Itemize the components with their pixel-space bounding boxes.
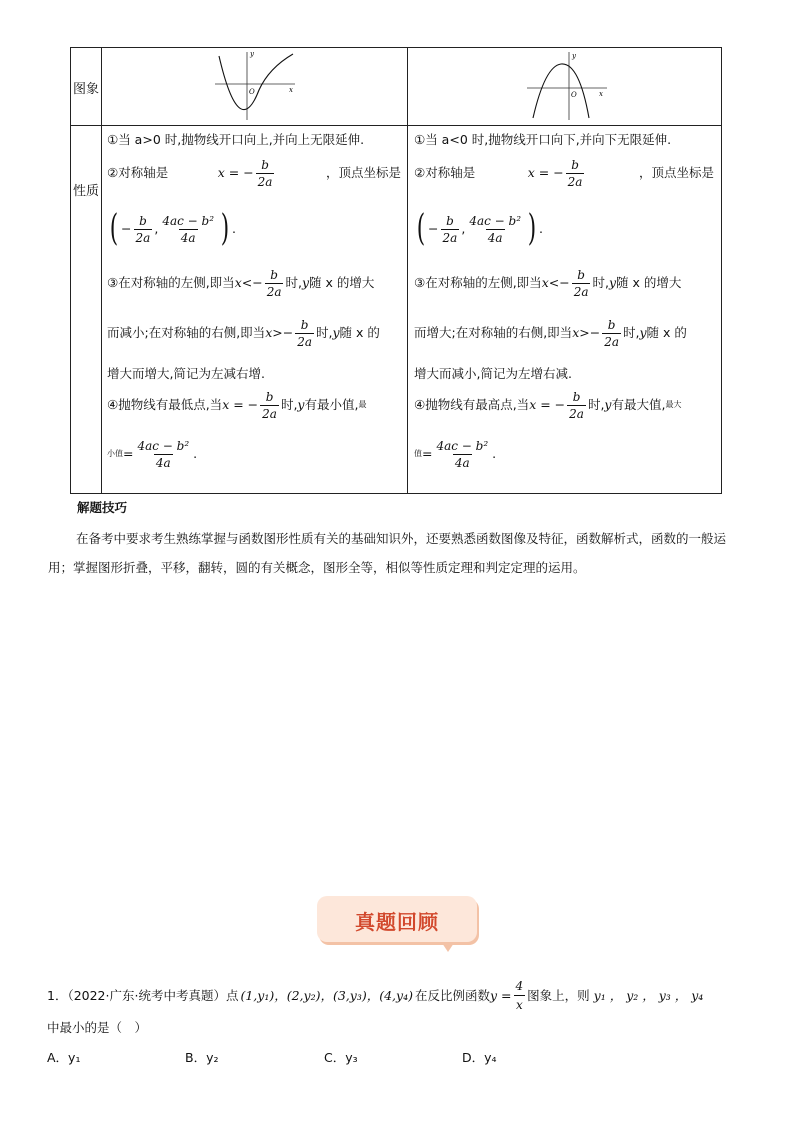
origin-label: O	[249, 88, 255, 96]
right-properties-cell	[414, 126, 714, 492]
frac-num: 4ac − b²	[436, 438, 489, 453]
parabola-down-curve	[533, 64, 589, 118]
paren-open: (	[109, 208, 119, 249]
fraction-b-2a	[134, 215, 153, 244]
comma: ,	[461, 220, 466, 236]
fraction-b-2a	[441, 215, 460, 244]
left-p2-mid: ，顶点坐标是	[325, 164, 401, 180]
right-p2-text: ②对称轴是	[414, 164, 476, 180]
formula-neg: −	[121, 220, 132, 236]
frac-den: 2a	[266, 284, 282, 299]
left-p6-sub: 最	[358, 400, 367, 409]
section-banner	[317, 896, 477, 942]
right-axis-formula	[528, 159, 587, 188]
fraction-vertex-y	[467, 215, 523, 244]
frac-den: 2a	[135, 230, 151, 245]
right-p5: 增大而减小,简记为左增右减.	[414, 366, 572, 381]
right-p6-mid: 时,	[587, 396, 605, 412]
right-p1: ①当 a<0 时,抛物线开口向下,并向下无限延伸.	[414, 132, 672, 147]
left-p4-mid: 时,	[315, 324, 333, 340]
x-axis-label: x	[599, 90, 603, 98]
right-p4	[414, 316, 687, 350]
option-b[interactable]: B．y₂	[185, 1050, 219, 1065]
parabola-down-graph	[523, 50, 613, 122]
origin-label: O	[571, 91, 577, 99]
var-y: y	[332, 324, 340, 340]
right-p2-mid: ，顶点坐标是	[638, 164, 714, 180]
fraction-b-2a	[602, 319, 621, 348]
fraction-b-2a	[567, 391, 586, 420]
fraction-vertex-y	[160, 215, 216, 244]
table-col-divider	[101, 48, 102, 493]
frac-den: 4a	[454, 455, 470, 470]
tips-paragraph: 在备考中要求考生熟练掌握与函数图形性质有关的基础知识外，还要熟悉函数图像及特征，函数解析式，函数的一般运用；掌握图形折叠，平移，翻转，圆的有关概念，图形全等，相似等性质定理和判定定理的运用。	[48, 531, 727, 575]
frac-den: 2a	[262, 406, 277, 421]
fraction-4-x	[514, 979, 526, 1012]
row-label-graph: 图象	[73, 82, 100, 97]
row-label-properties: 性质	[73, 184, 100, 199]
frac-num: b	[261, 157, 269, 172]
frac-num: 4ac − b²	[469, 213, 521, 228]
fraction-b-2a	[572, 269, 591, 298]
frac-den: 2a	[297, 334, 312, 349]
equals: =	[123, 445, 134, 461]
tips-heading: 解题技巧	[77, 500, 128, 515]
var-y: y	[297, 396, 305, 412]
frac-num: b	[139, 213, 147, 228]
question-line2: 中最小的是（ ）	[47, 1020, 148, 1035]
question-mid: 在反比例函数	[414, 988, 490, 1003]
left-axis-formula	[218, 159, 277, 188]
left-p5: 增大而增大,简记为左减右增.	[107, 366, 265, 381]
y-axis-label: y	[572, 52, 576, 60]
frac-num: 4ac − b²	[162, 213, 214, 228]
formula-x-eq: x = −	[222, 396, 259, 412]
right-p2	[414, 156, 714, 190]
fraction-b-2a	[566, 159, 585, 188]
right-p3	[414, 266, 681, 300]
right-p3-mid: 时,	[592, 274, 609, 290]
right-p3-end: 随 x 的增大	[616, 274, 682, 290]
left-p6-text: ④抛物线有最低点,当	[107, 396, 223, 412]
question-vars: y₁ ， y₂ ， y₃ ， y₄	[593, 988, 704, 1003]
func-y: y =	[490, 987, 512, 1003]
left-p4-end: 随 x 的	[339, 324, 380, 340]
paren-open: (	[416, 208, 426, 249]
frac-num: b	[571, 157, 579, 172]
x-axis-label: x	[289, 86, 293, 94]
y-axis-label: y	[250, 50, 254, 58]
left-p6-end: 有最小值,	[304, 396, 359, 412]
frac-den: 4a	[487, 230, 503, 245]
left-vertex: ( − $\frac{b}{2a}$ , $\frac{\text{4ac − b²}}{4a}$ ) .	[109, 208, 237, 249]
right-p4-text: 而增大;在对称轴的右侧,即当	[414, 324, 573, 340]
left-p7-sub: 小值	[107, 449, 123, 458]
frac-den: 4a	[180, 230, 196, 245]
frac-den: x	[514, 995, 525, 1012]
right-p4-mid: 时,	[622, 324, 640, 340]
fraction-b-2a	[265, 269, 284, 298]
formula-x-gt: x>−	[572, 324, 601, 340]
formula-x-eq: x = −	[527, 164, 564, 180]
paren-close: )	[527, 208, 537, 249]
left-p2-text: ②对称轴是	[107, 164, 169, 180]
frac-den: 2a	[604, 334, 619, 349]
frac-den: 4a	[155, 455, 171, 470]
fraction-vertex-y	[434, 440, 490, 469]
left-p2	[107, 156, 401, 190]
frac-num: b	[265, 389, 274, 404]
fraction-vertex-y	[135, 440, 191, 469]
right-p7-sub: 值	[414, 449, 422, 458]
frac-num: 4	[515, 978, 524, 993]
frac-den: 2a	[567, 174, 583, 189]
frac-num: b	[270, 267, 278, 282]
fraction-b-2a	[256, 159, 275, 188]
frac-den: 2a	[569, 406, 584, 421]
right-p6	[414, 388, 681, 422]
frac-den: 2a	[257, 174, 273, 189]
table-col-divider	[407, 48, 408, 493]
var-y: y	[608, 274, 617, 290]
fraction-b-2a	[260, 391, 279, 420]
frac-num: b	[300, 317, 309, 332]
right-p7: 值 = $\frac{\text{4ac − b²}}{4a}$ .	[414, 438, 497, 470]
option-c[interactable]: C．y₃	[324, 1050, 358, 1065]
left-p6	[107, 388, 366, 422]
left-p3-mid: 时,	[285, 274, 302, 290]
paren-close: )	[220, 208, 230, 249]
var-y: y	[301, 274, 310, 290]
right-p3-text: ③在对称轴的左侧,即当	[414, 274, 542, 290]
formula-x-eq: x = −	[217, 164, 254, 180]
var-y: y	[604, 396, 612, 412]
right-vertex: ( − $\frac{b}{2a}$ , $\frac{\text{4ac − b²}}{4a}$ ) .	[416, 208, 544, 249]
formula-neg: −	[428, 220, 439, 236]
frac-num: b	[607, 317, 616, 332]
formula-x-lt: x<−	[541, 274, 570, 290]
properties-table	[70, 47, 722, 494]
right-p6-sub: 最大	[665, 400, 682, 409]
fraction-b-2a	[295, 319, 314, 348]
formula-x-lt: x<−	[234, 274, 263, 290]
question-points: (1,y₁)，(2,y₂)，(3,y₃)，(4,y₄)	[240, 988, 413, 1003]
right-p6-text: ④抛物线有最高点,当	[414, 396, 530, 412]
banner-title: 真题回顾	[355, 910, 439, 934]
frac-num: b	[572, 389, 581, 404]
parabola-up-graph	[211, 50, 301, 122]
left-p3-text: ③在对称轴的左侧,即当	[107, 274, 235, 290]
frac-num: 4ac − b²	[137, 438, 190, 453]
parabola-up-curve	[219, 54, 293, 110]
formula-x-gt: x>−	[265, 324, 294, 340]
var-y: y	[639, 324, 647, 340]
left-p4	[107, 316, 380, 350]
right-p6-end: 有最大值,	[611, 396, 666, 412]
question-1	[47, 980, 703, 1010]
formula-x-eq: x = −	[529, 396, 566, 412]
frac-den: 2a	[442, 230, 458, 245]
frac-num: b	[446, 213, 454, 228]
frac-den: 2a	[573, 284, 589, 299]
question-after: 图象上，则	[527, 988, 590, 1003]
comma: ,	[154, 220, 159, 236]
left-properties-cell	[107, 126, 401, 492]
left-p4-text: 而减小;在对称轴的右侧,即当	[107, 324, 266, 340]
left-p1: ①当 a>0 时,抛物线开口向上,并向上无限延伸.	[107, 132, 365, 147]
right-p4-end: 随 x 的	[646, 324, 687, 340]
question-source: 1．（2022·广东·统考中考真题）点	[47, 988, 239, 1003]
option-d[interactable]: D．y₄	[462, 1050, 497, 1065]
left-p3	[107, 266, 374, 300]
option-a[interactable]: A．y₁	[47, 1050, 81, 1065]
left-p7: 小值 = $\frac{\text{4ac − b²}}{4a}$ .	[107, 438, 198, 470]
left-p6-mid: 时,	[280, 396, 298, 412]
left-p3-end: 随 x 的增大	[309, 274, 375, 290]
equals: =	[422, 445, 433, 461]
frac-num: b	[577, 267, 585, 282]
